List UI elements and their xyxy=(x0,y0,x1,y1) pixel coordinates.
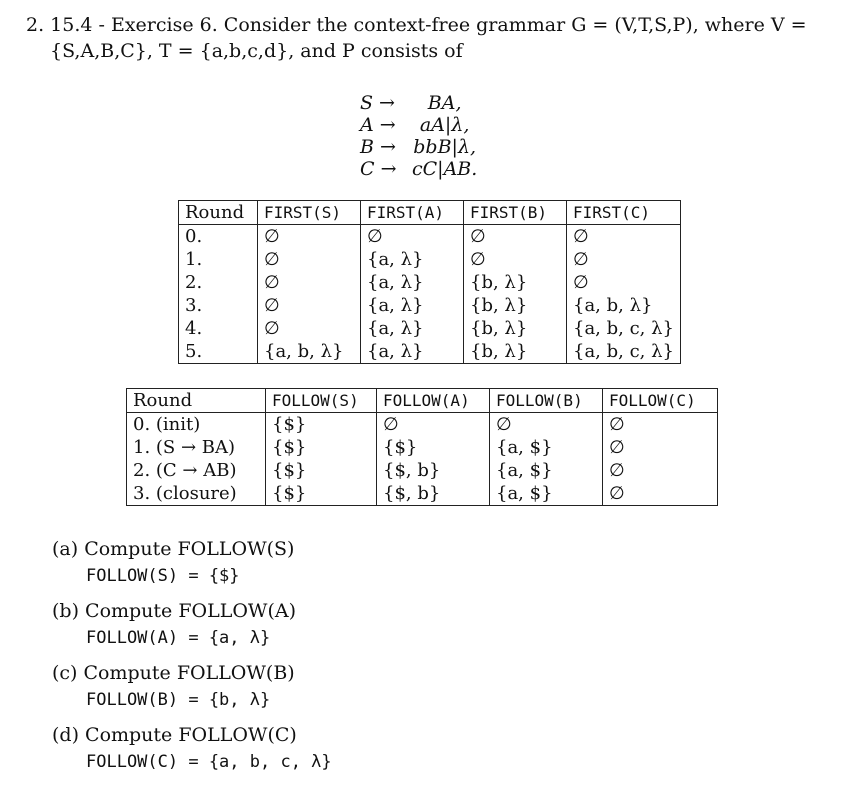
column-header: Round xyxy=(127,389,266,413)
table-cell: 1. xyxy=(179,248,258,271)
answer-d: FOLLOW(C) = {a, b, c, λ} xyxy=(86,752,332,772)
column-header: FIRST(S) xyxy=(258,201,361,225)
table-cell: ∅ xyxy=(567,271,681,294)
table-cell: {a, b, λ} xyxy=(258,340,361,364)
follow-set-table xyxy=(126,388,718,506)
production-rhs: aA|λ, xyxy=(419,114,470,136)
table-cell: 0. xyxy=(179,225,258,249)
table-cell: {a, λ} xyxy=(361,317,464,340)
table-cell: ∅ xyxy=(464,248,567,271)
table-cell: {a, $} xyxy=(490,459,603,482)
table-cell: {a, λ} xyxy=(361,340,464,364)
question-b: (b) Compute FOLLOW(A) xyxy=(52,600,296,622)
column-header: FOLLOW(S) xyxy=(266,389,377,413)
column-header: FIRST(B) xyxy=(464,201,567,225)
column-header: FOLLOW(C) xyxy=(603,389,718,413)
column-header: FIRST(C) xyxy=(567,201,681,225)
table-cell: ∅ xyxy=(258,225,361,249)
table-cell: ∅ xyxy=(603,459,718,482)
question-a: (a) Compute FOLLOW(S) xyxy=(52,538,295,560)
answer-b: FOLLOW(A) = {a, λ} xyxy=(86,628,271,648)
table-cell: {b, λ} xyxy=(464,317,567,340)
table-row xyxy=(127,482,718,506)
column-header: FOLLOW(B) xyxy=(490,389,603,413)
first-set-table xyxy=(178,200,681,364)
table-cell: {b, λ} xyxy=(464,294,567,317)
problem-statement-line-2: {S,A,B,C}, T = {a,b,c,d}, and P consists of xyxy=(50,40,463,62)
question-d: (d) Compute FOLLOW(C) xyxy=(52,724,297,746)
production-lhs: A → xyxy=(360,114,396,136)
table-cell: ∅ xyxy=(464,225,567,249)
table-cell: 4. xyxy=(179,317,258,340)
table-cell: {a, λ} xyxy=(361,294,464,317)
production-rhs: cC|AB. xyxy=(412,158,478,180)
table-cell: {$} xyxy=(266,436,377,459)
table-cell: {a, λ} xyxy=(361,271,464,294)
table-header-row xyxy=(127,389,718,413)
table-cell: 1. (S → BA) xyxy=(127,436,266,459)
column-header: FOLLOW(A) xyxy=(377,389,490,413)
table-header-row xyxy=(179,201,681,225)
answer-a: FOLLOW(S) = {$} xyxy=(86,566,240,586)
table-cell: ∅ xyxy=(567,248,681,271)
production-rhs: bbB|λ, xyxy=(413,136,477,158)
table-cell: ∅ xyxy=(490,413,603,437)
table-cell: ∅ xyxy=(567,225,681,249)
production-b xyxy=(360,136,483,158)
table-row xyxy=(179,248,681,271)
table-row xyxy=(179,294,681,317)
answer-c: FOLLOW(B) = {b, λ} xyxy=(86,690,271,710)
table-cell: ∅ xyxy=(603,482,718,506)
table-cell: {a, λ} xyxy=(361,248,464,271)
table-cell: 2. (C → AB) xyxy=(127,459,266,482)
table-row xyxy=(179,225,681,249)
production-lhs: C → xyxy=(360,158,397,180)
table-row xyxy=(127,436,718,459)
table-cell: {a, b, c, λ} xyxy=(567,317,681,340)
table-cell: {$, b} xyxy=(377,482,490,506)
table-cell: {a, $} xyxy=(490,436,603,459)
production-c xyxy=(360,158,483,180)
table-row xyxy=(179,340,681,364)
production-rhs: BA, xyxy=(427,92,462,114)
table-cell: ∅ xyxy=(258,294,361,317)
table-cell: {b, λ} xyxy=(464,271,567,294)
production-a xyxy=(360,114,483,136)
table-cell: {$, b} xyxy=(377,459,490,482)
table-cell: {a, $} xyxy=(490,482,603,506)
table-cell: ∅ xyxy=(377,413,490,437)
table-cell: ∅ xyxy=(361,225,464,249)
table-row xyxy=(179,271,681,294)
table-cell: ∅ xyxy=(603,413,718,437)
table-cell: ∅ xyxy=(258,317,361,340)
table-cell: 0. (init) xyxy=(127,413,266,437)
table-cell: {$} xyxy=(266,459,377,482)
table-cell: {$} xyxy=(266,413,377,437)
table-cell: {a, b, c, λ} xyxy=(567,340,681,364)
table-cell: {$} xyxy=(377,436,490,459)
table-cell: {a, b, λ} xyxy=(567,294,681,317)
column-header: FIRST(A) xyxy=(361,201,464,225)
table-row xyxy=(179,317,681,340)
table-row xyxy=(127,413,718,437)
table-cell: 5. xyxy=(179,340,258,364)
table-cell: {b, λ} xyxy=(464,340,567,364)
table-cell: 3. (closure) xyxy=(127,482,266,506)
grammar-productions xyxy=(360,92,483,180)
table-cell: 3. xyxy=(179,294,258,317)
problem-statement-line-1: 2. 15.4 - Exercise 6. Consider the context-free grammar G = (V,T,S,P), where V = xyxy=(26,14,807,36)
production-lhs: S → xyxy=(360,92,395,114)
table-cell: ∅ xyxy=(258,248,361,271)
table-cell: ∅ xyxy=(603,436,718,459)
column-header: Round xyxy=(179,201,258,225)
table-cell: {$} xyxy=(266,482,377,506)
production-s xyxy=(360,92,483,114)
production-lhs: B → xyxy=(360,136,396,158)
table-cell: ∅ xyxy=(258,271,361,294)
question-c: (c) Compute FOLLOW(B) xyxy=(52,662,295,684)
table-cell: 2. xyxy=(179,271,258,294)
table-row xyxy=(127,459,718,482)
